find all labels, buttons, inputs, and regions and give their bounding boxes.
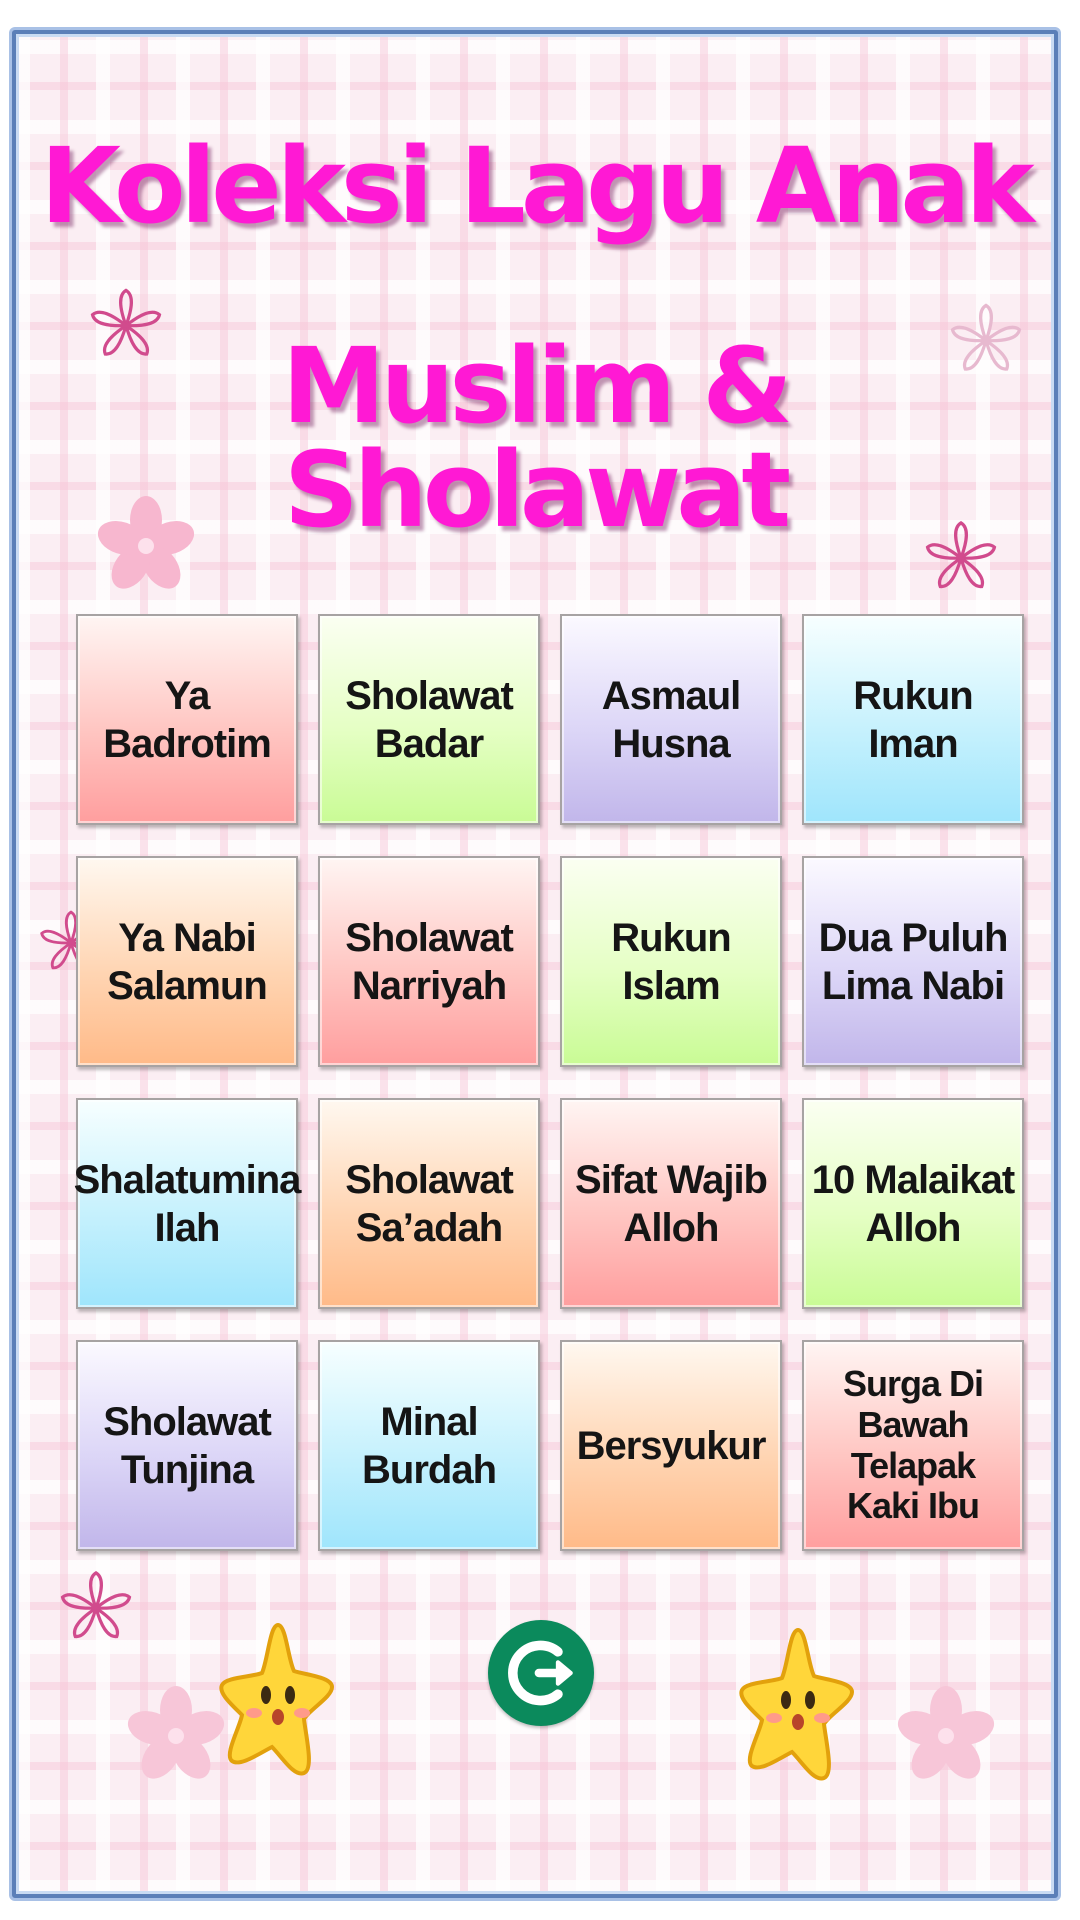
song-button-bersyukur[interactable]	[560, 1340, 782, 1551]
song-button-surga-di-bawah-telapak-kaki-ibu[interactable]	[802, 1340, 1024, 1551]
song-button-label: Shalatumina Ilah	[73, 1157, 301, 1250]
song-button-sholawat-badar[interactable]	[318, 614, 540, 825]
song-button-label: Sholawat Tunjina	[103, 1399, 271, 1492]
song-button-sholawat-saadah[interactable]	[318, 1098, 540, 1309]
song-button-label: Sifat Wajib Alloh	[575, 1157, 767, 1250]
sakura-flower-icon	[126, 1684, 226, 1784]
page-title-line2: Muslim & Sholawat	[282, 325, 788, 551]
song-button-sifat-wajib-alloh[interactable]	[560, 1098, 782, 1309]
song-button-sholawat-tunjina[interactable]	[76, 1340, 298, 1551]
song-button-10-malaikat-alloh[interactable]	[802, 1098, 1024, 1309]
song-button-label: Asmaul Husna	[601, 673, 741, 766]
star-mascot-icon	[736, 1624, 856, 1784]
page-title-line1: Koleksi Lagu Anak	[40, 125, 1030, 247]
song-menu-grid	[73, 614, 1024, 1551]
song-button-rukun-islam[interactable]	[560, 856, 782, 1067]
song-button-label: Rukun Islam	[611, 915, 731, 1008]
song-button-asmaul-husna[interactable]	[560, 614, 782, 825]
song-button-minal-burdah[interactable]	[318, 1340, 540, 1551]
exit-icon	[488, 1620, 594, 1726]
song-button-label: Sholawat Narriyah	[345, 915, 513, 1008]
song-button-label: Sholawat Sa’adah	[345, 1157, 513, 1250]
song-button-label: Rukun Iman	[853, 673, 973, 766]
song-button-shalatumina-ilah[interactable]	[73, 1098, 301, 1309]
song-button-ya-nabi-salamun[interactable]	[76, 856, 298, 1067]
song-button-rukun-iman[interactable]	[802, 614, 1024, 825]
song-button-label: Ya Badrotim	[103, 673, 271, 766]
song-button-label: Minal Burdah	[362, 1399, 496, 1492]
song-button-label: Bersyukur	[576, 1423, 766, 1468]
star-mascot-icon	[216, 1619, 336, 1779]
song-button-sholawat-narriyah[interactable]	[318, 856, 540, 1067]
sakura-flower-icon	[896, 1684, 996, 1784]
song-button-label: Dua Puluh Lima Nabi	[818, 915, 1008, 1008]
exit-button[interactable]	[488, 1620, 594, 1726]
app-frame	[12, 30, 1058, 1898]
song-button-label: Surga Di Bawah Telapak Kaki Ibu	[842, 1363, 984, 1527]
sakura-outline-icon	[56, 1564, 136, 1649]
song-button-dua-puluh-lima-nabi[interactable]	[802, 856, 1024, 1067]
song-button-label: Sholawat Badar	[345, 673, 513, 766]
song-button-label: 10 Malaikat Alloh	[811, 1157, 1015, 1250]
song-button-ya-badrotim[interactable]	[76, 614, 298, 825]
song-button-label: Ya Nabi Salamun	[107, 915, 267, 1008]
